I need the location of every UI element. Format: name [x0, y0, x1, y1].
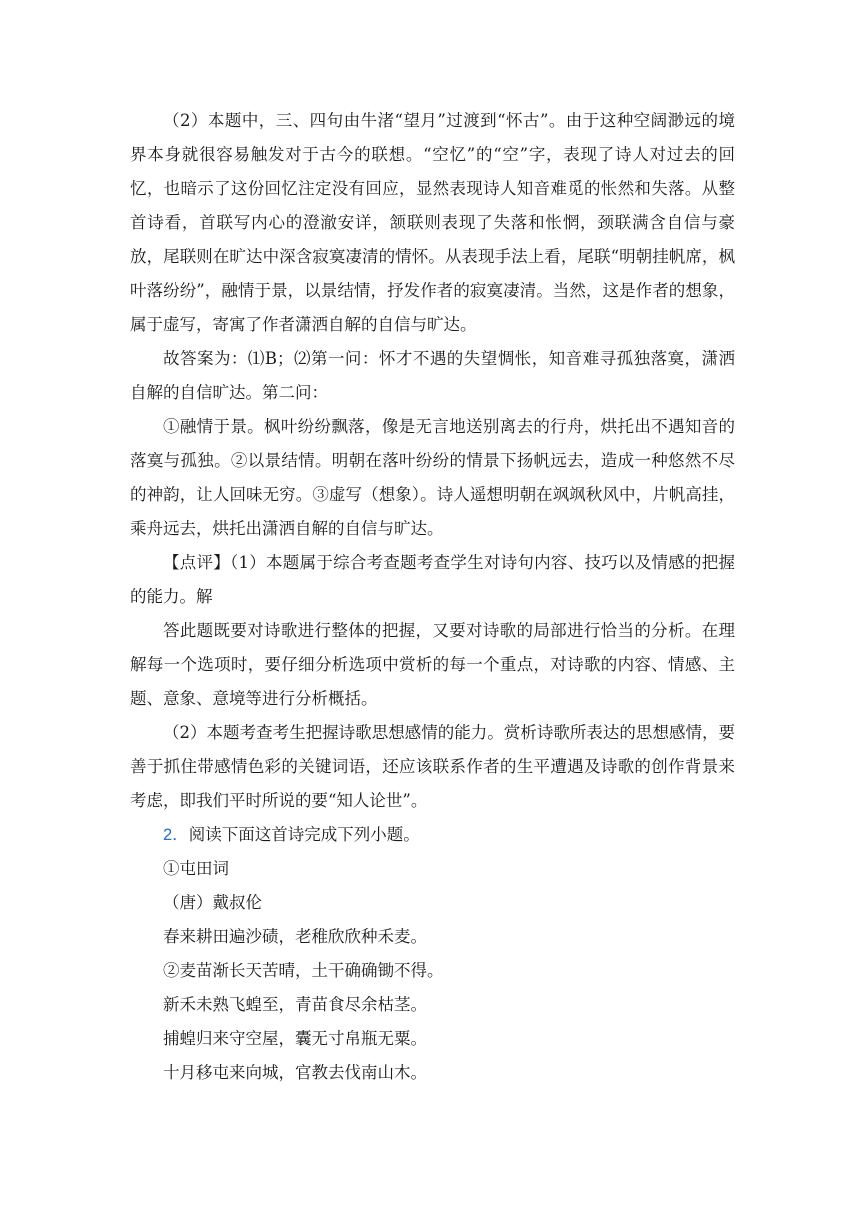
poem-title: ①屯田词	[163, 859, 229, 878]
poem-line: 新禾未熟飞蝗至，青苗食尽余枯茎。	[163, 995, 427, 1014]
question-heading	[163, 818, 735, 852]
poem-line: 十月移屯来向城，官教去伐南山木。	[163, 1063, 427, 1082]
question-number: 2．	[163, 826, 189, 844]
document-body	[130, 104, 735, 1090]
comment-paragraph-1: 【点评】（1）本题属于综合考查题考查学生对诗句内容、技巧以及情感的把握的能力。解	[130, 553, 735, 606]
question-prompt: 阅读下面这首诗完成下列小题。	[188, 825, 420, 844]
analysis-paragraph-2: （2）本题中，三、四句由牛渚“望月”过渡到“怀古”。由于这种空阔渺远的境界本身就很容易触发对于古今的联想。“空忆”的“空”字，表现了诗人对过去的回忆，也暗示了这份回忆注定没有回应，显然表现诗人知音难觅的怅然和失落。从整首诗看，首联写内心的澄澈安详，颔联则表现了失落和怅惘，颈联满含自信与豪放，尾联则在旷达中深含寂寞凄清的情怀。从表现手法上看，尾联“明朝挂帆席，枫叶落纷纷”，融情于景，以景结情，抒发作者的寂寞凄清。当然，这是作者的想象，属于虚写，寄寓了作者潇洒自解的自信与旷达。	[130, 111, 735, 334]
poem-line: 捕蝗归来守空屋，囊无寸帛瓶无粟。	[163, 1029, 427, 1048]
poem-line: ②麦苗渐长天苦晴，土干确确锄不得。	[163, 961, 444, 980]
poem-line: 春来耕田遍沙碛，老稚欣欣种禾麦。	[163, 927, 427, 946]
answer-paragraph: 故答案为：⑴B；⑵第一问：怀才不遇的失望惆怅，知音难寻孤独落寞，潇洒自解的自信旷达。第二问：	[130, 349, 735, 402]
comment-paragraph-2: （2）本题考查考生把握诗歌思想感情的能力。赏析诗歌所表达的思想感情，要善于抓住带感情色彩的关键词语，还应该联系作者的生平遭遇及诗歌的创作背景来考虑，即我们平时所说的要“知人论世”。	[130, 723, 735, 810]
comment-continuation-paragraph: 答此题既要对诗歌进行整体的把握，又要对诗歌的局部进行恰当的分析。在理解每一个选项时，要仔细分析选项中赏析的每一个重点，对诗歌的内容、情感、主题、意象、意境等进行分析概括。	[130, 621, 735, 708]
answer-points-paragraph: ①融情于景。枫叶纷纷飘落，像是无言地送别离去的行舟，烘托出不遇知音的落寞与孤独。②以景结情。明朝在落叶纷纷的情景下扬帆远去，造成一种悠然不尽的神韵，让人回味无穷。③虚写（想象）。诗人遥想明朝在飒飒秋风中，片帆高挂，乘舟远去，烘托出潇洒自解的自信与旷达。	[130, 417, 735, 538]
poem-author: （唐）戴叔伦	[163, 893, 262, 912]
